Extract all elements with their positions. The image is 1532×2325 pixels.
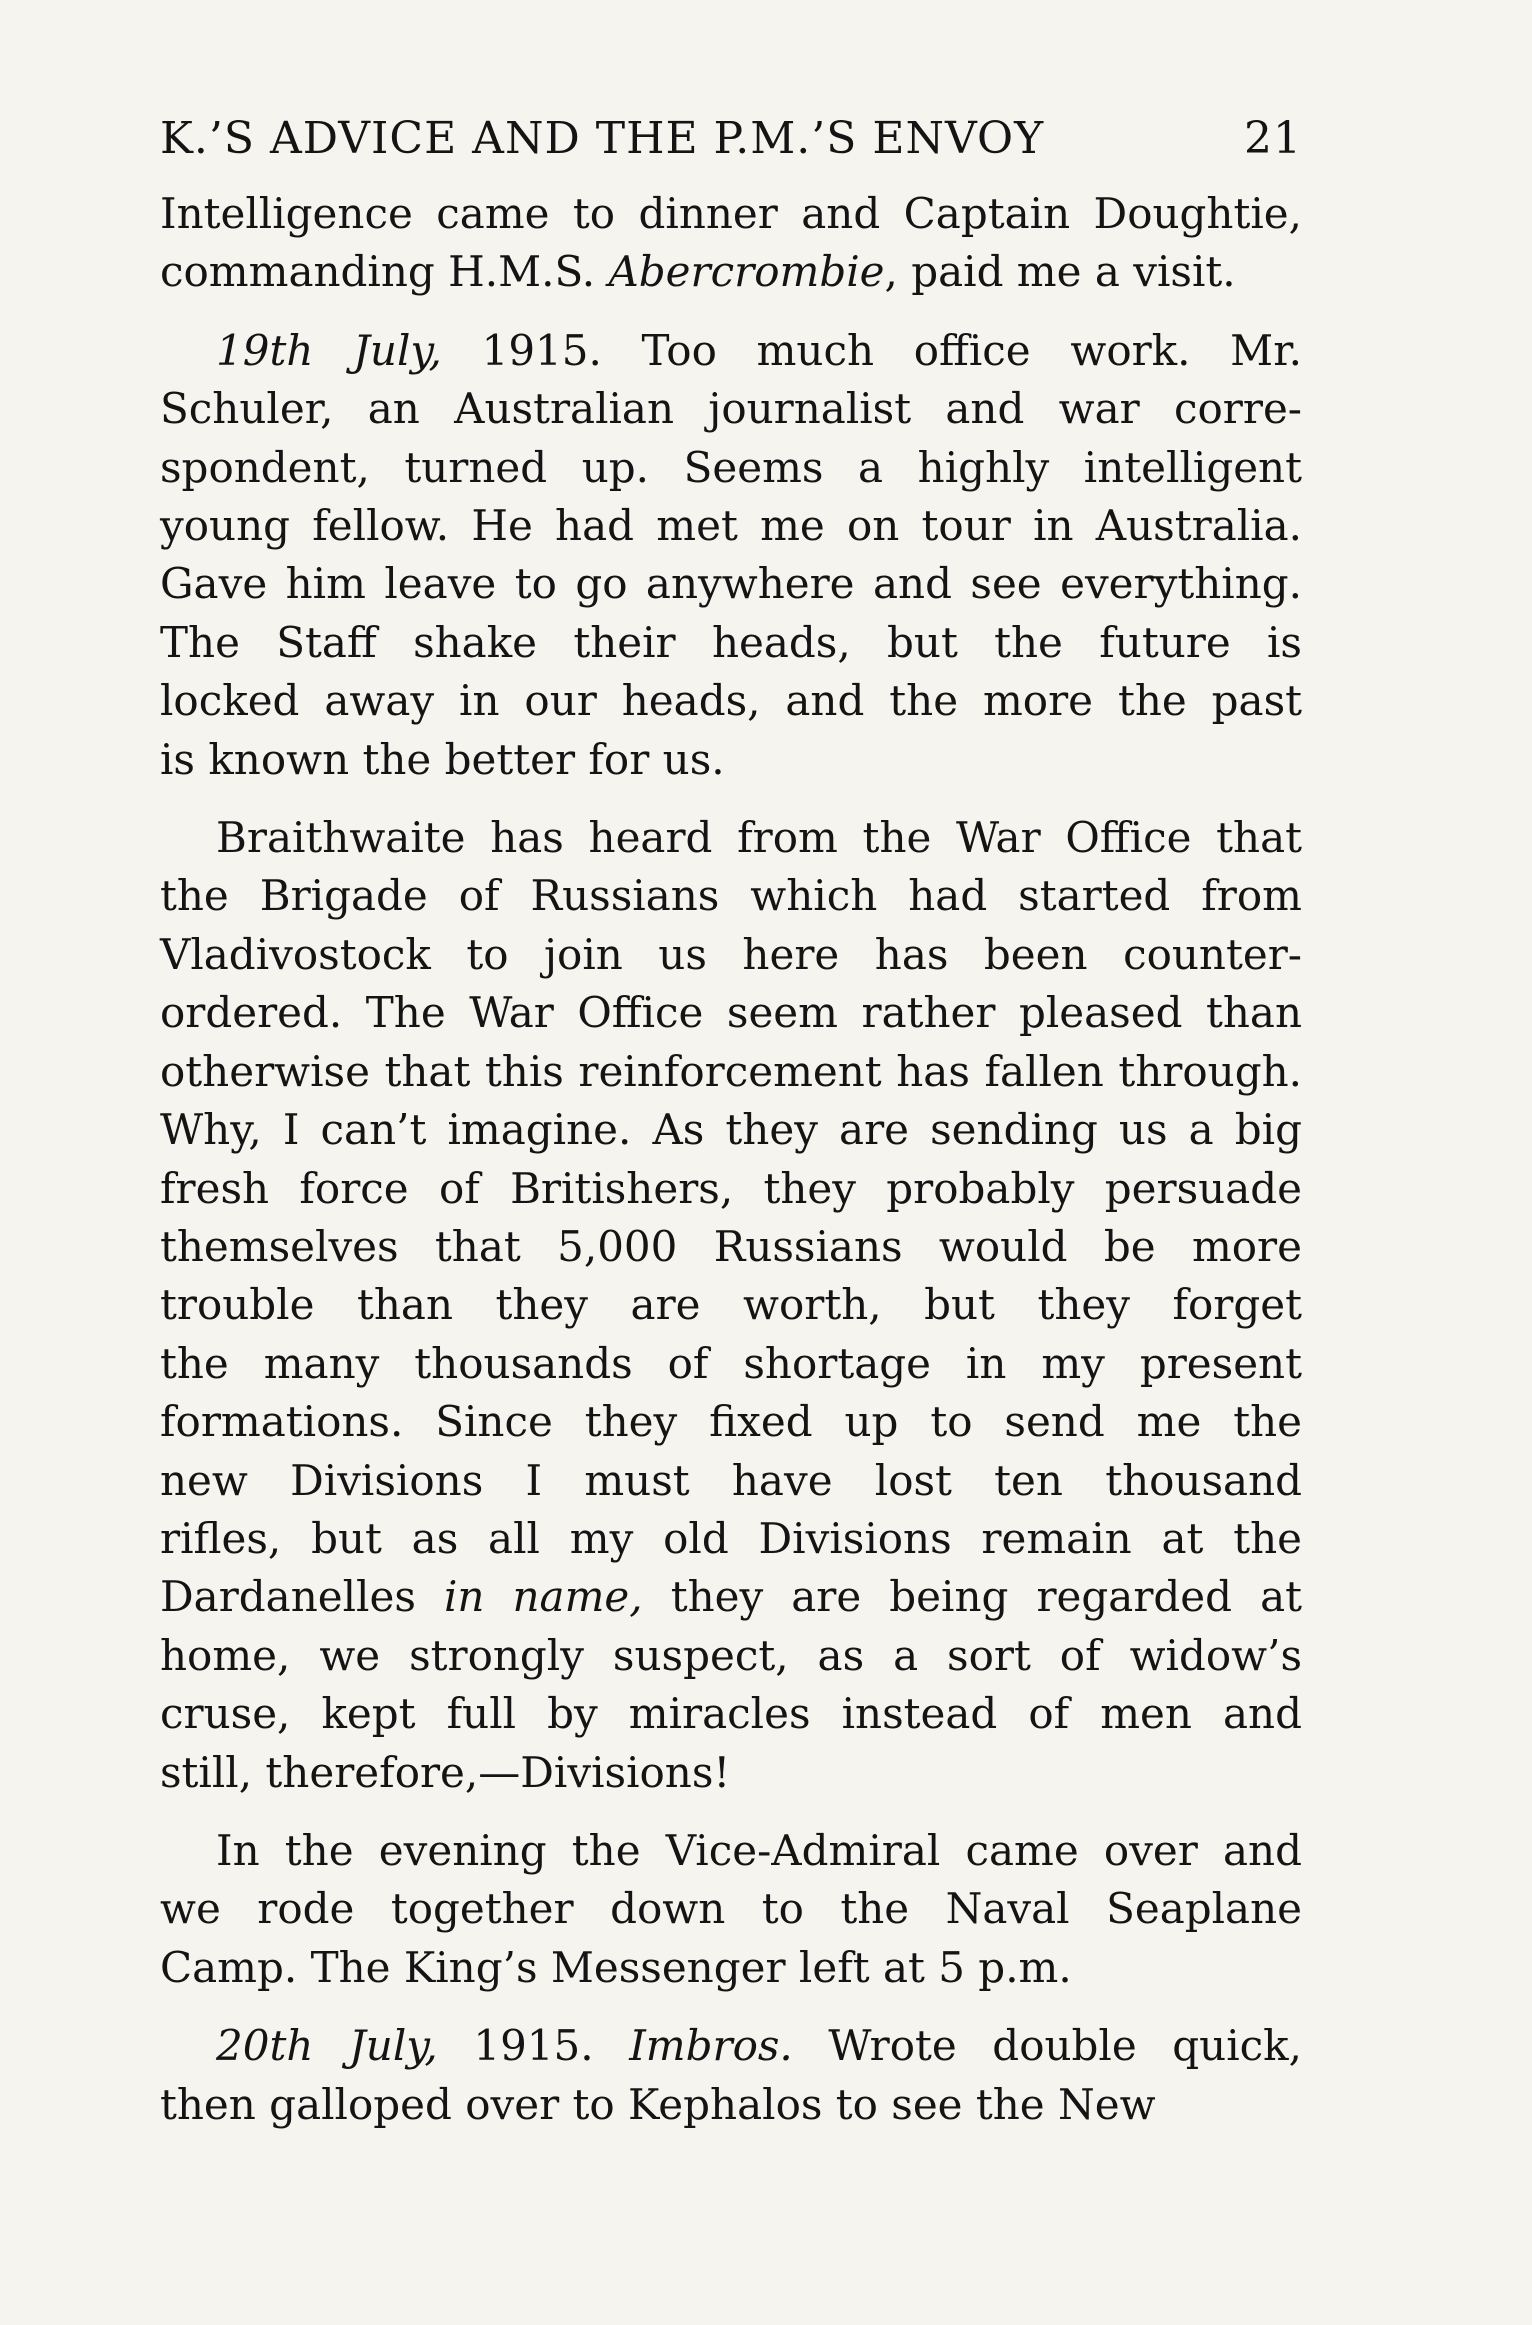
text-line: themselves that 5,000 Russians would be more <box>160 1221 1302 1271</box>
text-line: Vladivostock to join us here has been counter- <box>160 929 1302 979</box>
text-line: Braithwaite has heard from the War Office that <box>216 813 1302 863</box>
text-line: otherwise that this reinforcement has fallen through. <box>160 1046 1302 1096</box>
text-line: formations. Since they fixed up to send me the <box>160 1397 1302 1447</box>
page-number: 21 <box>1244 113 1302 164</box>
text-line: still, therefore,—Divisions! <box>160 1747 731 1797</box>
paragraph <box>160 2017 1302 2134</box>
text-line: rifles, but as all my old Divisions remain at the <box>160 1513 1302 1563</box>
paragraph <box>160 322 1302 789</box>
text-line: In the evening the Vice-Admiral came over and <box>216 1825 1302 1875</box>
text-line: then galloped over to Kephalos to see the New <box>160 2079 1156 2129</box>
running-head <box>160 104 1302 174</box>
text-line: Dardanelles in name, they are being regarded at <box>160 1572 1303 1622</box>
text-line: young fellow. He had met me on tour in Australia. <box>160 501 1302 551</box>
text-line: the Brigade of Russians which had started from <box>160 871 1302 921</box>
text-line: Intelligence came to dinner and Captain Doughtie, <box>160 189 1302 238</box>
text-line: Camp. The King’s Messenger left at 5 p.m. <box>160 1942 1072 1992</box>
text-line: Why, I can’t imagine. As they are sending us a big <box>160 1105 1302 1155</box>
text-line: locked away in our heads, and the more the past <box>160 676 1302 726</box>
text-line: ordered. The War Office seem rather pleased than <box>160 988 1302 1038</box>
italic-text: Imbros. <box>629 2021 793 2071</box>
text-line: home, we strongly suspect, as a sort of widow’s <box>160 1630 1302 1680</box>
text-line: is known the better for us. <box>160 734 725 784</box>
paragraph <box>160 185 1302 302</box>
text-line: we rode together down to the Naval Seaplane <box>160 1884 1302 1934</box>
italic-text: 19th July, <box>216 325 442 375</box>
italic-text: 20th July, <box>216 2021 438 2071</box>
italic-text: in name, <box>443 1572 643 1622</box>
paragraph <box>160 809 1302 1802</box>
text-line: fresh force of Britishers, they probably persuade <box>160 1163 1302 1213</box>
text-line: Gave him leave to go anywhere and see everything. <box>160 559 1302 609</box>
body-text <box>160 185 1302 2134</box>
paragraph <box>160 1822 1302 1997</box>
text-line: trouble than they are worth, but they forget <box>160 1280 1302 1330</box>
text-line: 20th July, 1915. Imbros. Wrote double quick, <box>216 2021 1302 2071</box>
text-line: the many thousands of shortage in my present <box>160 1338 1302 1388</box>
text-line: cruse, kept full by miracles instead of men and <box>160 1689 1302 1739</box>
text-line: commanding H.M.S. Abercrombie, paid me a visit. <box>160 247 1236 297</box>
text-line: 19th July, 1915. Too much office work. Mr. <box>216 325 1303 375</box>
text-line: The Staff shake their heads, but the future is <box>160 617 1302 667</box>
italic-text: Abercrombie <box>608 247 885 297</box>
text-line: spondent, turned up. Seems a highly intelligent <box>160 442 1302 492</box>
running-head-title: K.’S ADVICE AND THE P.M.’S ENVOY <box>160 113 1045 164</box>
text-line: new Divisions I must have lost ten thousand <box>160 1455 1302 1505</box>
text-line: Schuler, an Australian journalist and war corre- <box>160 384 1302 434</box>
